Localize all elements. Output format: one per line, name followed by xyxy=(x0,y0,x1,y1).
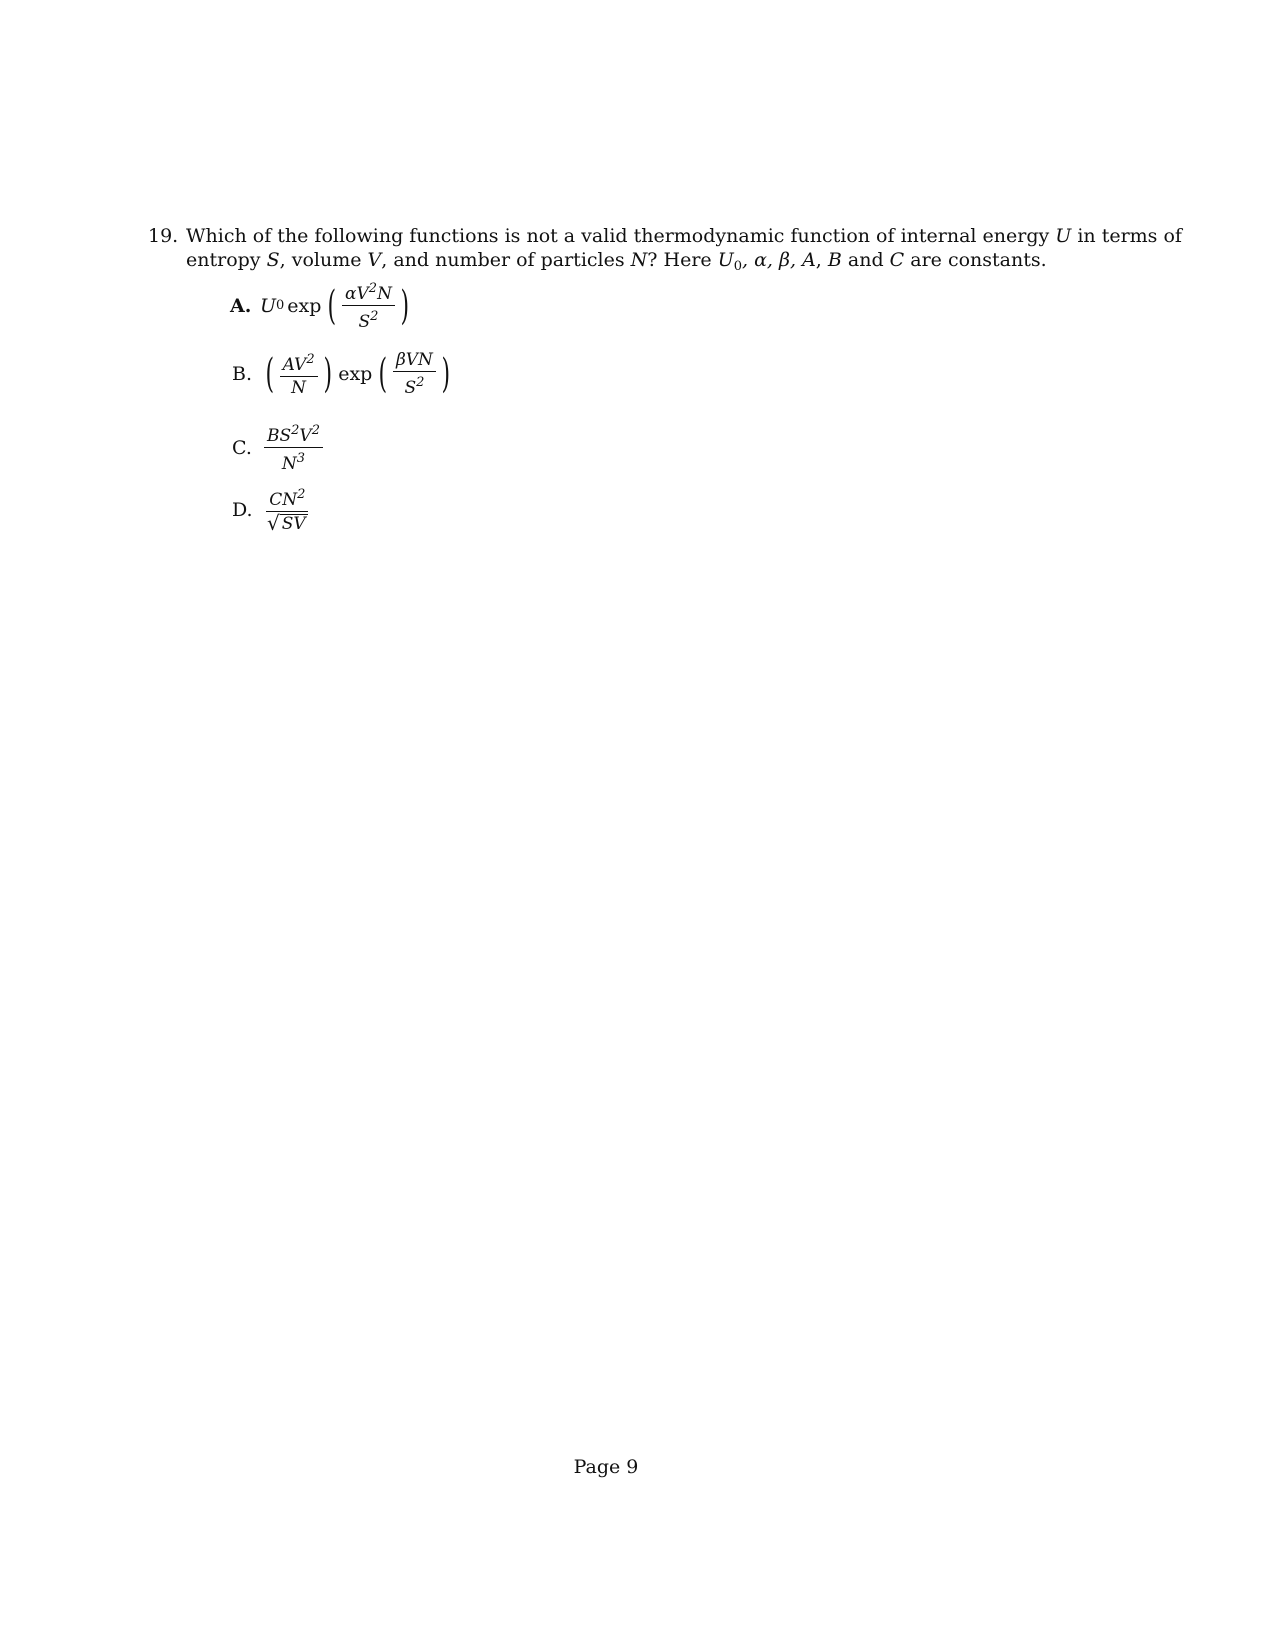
option-a-label: A. xyxy=(230,294,252,317)
denominator-term: S xyxy=(404,378,417,398)
question-line-1 xyxy=(186,224,1182,248)
question-text-part: , volume xyxy=(279,249,362,271)
separator: , xyxy=(815,249,828,271)
constant-u0-subscript: 0 xyxy=(733,259,742,274)
exponent: 2 xyxy=(306,352,315,367)
right-paren: ) xyxy=(323,351,332,397)
option-d-label: D. xyxy=(232,499,253,521)
variable-n: N xyxy=(630,249,648,271)
option-b-exp-function: exp xyxy=(338,363,373,385)
question-text-part: are constants. xyxy=(904,249,1047,271)
option-a-exp-function: exp xyxy=(287,294,322,317)
option-b-denominator-1: N xyxy=(291,378,307,398)
question-text-part: ? Here xyxy=(647,249,712,271)
numerator-term: N xyxy=(377,284,392,304)
option-a[interactable] xyxy=(230,279,413,332)
numerator-term: αV xyxy=(345,284,369,304)
option-a-denominator xyxy=(356,306,382,332)
left-paren: ( xyxy=(327,282,337,329)
constant-c: C xyxy=(889,249,905,271)
variable-s: S xyxy=(266,249,280,271)
exponent: 2 xyxy=(370,309,379,324)
left-paren: ( xyxy=(265,351,275,397)
exponent: 2 xyxy=(368,281,378,296)
page-number: Page 9 xyxy=(573,1456,639,1478)
option-d[interactable] xyxy=(232,485,313,535)
constants-greek: , α, β, xyxy=(742,249,803,271)
option-b-numerator-2: βVN xyxy=(393,350,436,372)
option-a-numerator xyxy=(342,279,395,306)
option-b-numerator-1 xyxy=(280,350,318,377)
question-text-part: and xyxy=(841,249,890,271)
numerator-term: V xyxy=(299,426,312,446)
radicand: SV xyxy=(281,514,306,534)
option-b-label: B. xyxy=(232,363,253,385)
denominator-term: N xyxy=(281,454,297,474)
numerator-term: BS xyxy=(267,426,292,446)
variable-u: U xyxy=(1055,225,1072,247)
question-text-part: Which of the following functions is not a valid thermodynamic function of internal energy xyxy=(186,225,1050,247)
question-text-part: entropy xyxy=(186,249,261,271)
denominator-term: S xyxy=(358,312,371,332)
exponent: 2 xyxy=(297,487,306,502)
option-a-fraction xyxy=(342,279,395,332)
numerator-term: AV xyxy=(282,355,307,375)
option-a-coefficient: U xyxy=(260,294,277,317)
option-d-fraction xyxy=(264,485,311,535)
option-b-fraction-1 xyxy=(280,350,318,398)
question-19 xyxy=(148,224,1182,279)
right-paren: ) xyxy=(400,282,410,329)
option-c-label: C. xyxy=(232,436,252,459)
exponent: 2 xyxy=(311,423,320,438)
option-c-numerator xyxy=(264,421,323,448)
variable-v: V xyxy=(367,249,382,271)
option-b[interactable] xyxy=(232,350,454,398)
exponent: 3 xyxy=(296,451,306,466)
option-d-numerator xyxy=(266,485,308,512)
radical-sign: √ xyxy=(267,511,280,535)
constant-a: A xyxy=(802,249,816,271)
right-paren: ) xyxy=(441,351,451,397)
constant-b: B xyxy=(827,249,842,271)
question-text-part: in terms of xyxy=(1077,225,1182,247)
left-paren: ( xyxy=(378,351,388,397)
exponent: 2 xyxy=(291,423,300,438)
constant-u0: U xyxy=(717,249,734,271)
option-c-denominator xyxy=(279,448,308,474)
question-text xyxy=(186,224,1182,279)
question-line-2 xyxy=(186,248,1138,279)
option-d-denominator xyxy=(264,512,311,535)
exponent: 2 xyxy=(416,375,425,390)
question-number: 19. xyxy=(148,225,179,247)
option-a-coefficient-subscript: 0 xyxy=(276,298,285,313)
option-c[interactable] xyxy=(232,421,325,474)
numerator-term: CN xyxy=(269,490,298,510)
square-root xyxy=(267,513,308,533)
question-text-part: , and number of particles xyxy=(381,249,625,271)
option-c-fraction xyxy=(264,421,323,474)
option-b-fraction-2 xyxy=(393,350,436,398)
option-b-denominator-2 xyxy=(401,372,427,398)
